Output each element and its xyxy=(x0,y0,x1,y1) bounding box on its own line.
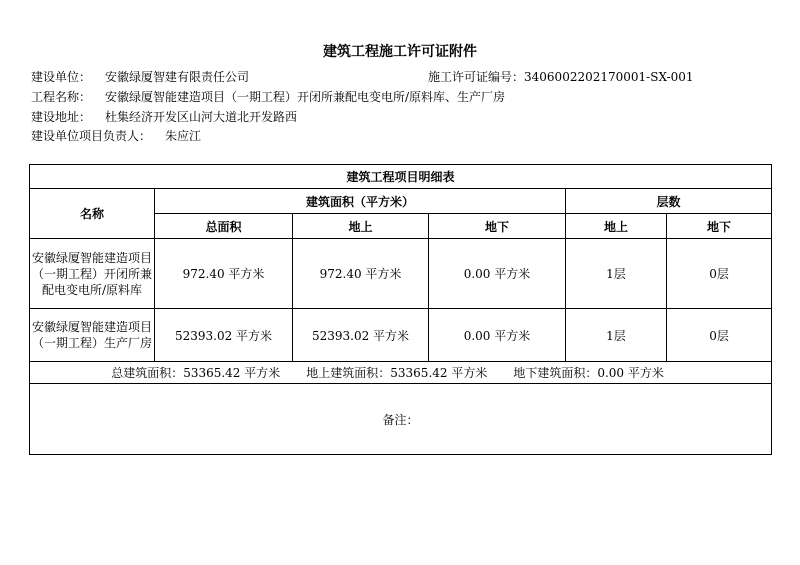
builder-value: 安徽绿厦智建有限责任公司 xyxy=(105,70,250,84)
totals-row xyxy=(30,362,772,384)
total-area-summary: 总建筑面积：53365.42 平方米 xyxy=(111,366,281,380)
project-detail-table xyxy=(29,164,772,455)
project-value: 安徽绿厦智能建造项目（一期工程）开闭所兼配电变电所/原料库、生产厂房 xyxy=(105,90,506,104)
header-total-area: 总面积 xyxy=(155,214,293,239)
row-total-area: 52393.02 平方米 xyxy=(155,309,293,362)
document-title: 建筑工程施工许可证附件 xyxy=(323,44,477,60)
row-above-area: 52393.02 平方米 xyxy=(293,309,429,362)
row-above-area: 972.40 平方米 xyxy=(293,239,429,309)
row-floors-below: 0层 xyxy=(667,239,772,309)
header-floors: 层数 xyxy=(566,189,772,214)
builder-label: 建设单位： xyxy=(31,70,92,84)
row-below-area: 0.00 平方米 xyxy=(429,309,566,362)
address-label: 建设地址： xyxy=(31,110,92,124)
header-floors-below: 地下 xyxy=(667,214,772,239)
manager-value: 朱应江 xyxy=(165,129,202,143)
permit-label: 施工许可证编号： xyxy=(428,70,525,84)
row-floors-above: 1层 xyxy=(566,239,667,309)
manager-label: 建设单位项目负责人： xyxy=(31,129,152,143)
table-caption: 建筑工程项目明细表 xyxy=(30,165,772,189)
project-label: 工程名称： xyxy=(31,90,92,104)
row-floors-below: 0层 xyxy=(667,309,772,362)
remarks-label: 备注： xyxy=(30,384,772,455)
header-below-area: 地下 xyxy=(429,214,566,239)
manager-line xyxy=(31,127,201,144)
builder-line xyxy=(31,68,249,85)
table-row xyxy=(30,309,772,362)
row-floors-above: 1层 xyxy=(566,309,667,362)
permit-line xyxy=(428,68,694,85)
header-above-area: 地上 xyxy=(293,214,429,239)
row-name: 安徽绿厦智能建造项目（一期工程）开闭所兼配电变电所/原料库 xyxy=(30,239,155,309)
remarks-row xyxy=(30,384,772,455)
header-floors-above: 地上 xyxy=(566,214,667,239)
permit-value: 3406002202170001-SX-001 xyxy=(524,70,694,84)
below-area-summary: 地下建筑面积：0.00 平方米 xyxy=(513,366,664,380)
table-row xyxy=(30,239,772,309)
address-line xyxy=(31,108,297,125)
row-total-area: 972.40 平方米 xyxy=(155,239,293,309)
header-area: 建筑面积（平方米） xyxy=(155,189,566,214)
header-name: 名称 xyxy=(30,189,155,239)
address-value: 杜集经济开发区山河大道北开发路西 xyxy=(105,110,298,124)
project-line xyxy=(31,88,505,105)
above-area-summary: 地上建筑面积：53365.42 平方米 xyxy=(306,366,488,380)
row-below-area: 0.00 平方米 xyxy=(429,239,566,309)
row-name: 安徽绿厦智能建造项目（一期工程）生产厂房 xyxy=(30,309,155,362)
